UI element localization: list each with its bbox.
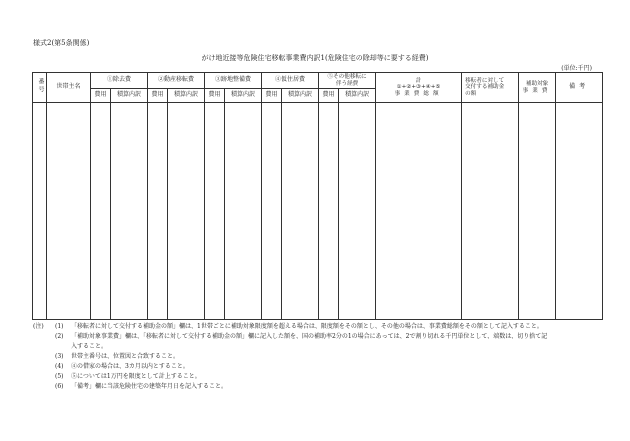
note-item [33, 352, 598, 362]
note-item [33, 382, 598, 392]
note-continuation: 入すること。 [71, 343, 108, 350]
header-subsidy-amount [462, 73, 519, 103]
header-total [376, 73, 462, 103]
subsidy-line1: 移転者に対して [465, 77, 505, 84]
cell-temporary-breakdown[interactable] [282, 103, 319, 320]
note-number: (4) [55, 363, 64, 370]
cell-temporary-cost[interactable] [262, 103, 282, 320]
header-head-name: 世帯主名 [47, 73, 91, 103]
cell-number[interactable] [33, 103, 47, 320]
header-movables-moving-cost: ②動産移転費 [148, 73, 205, 89]
subheader-breakdown: 積算内訳 [282, 89, 319, 103]
subheader-cost: 費用 [205, 89, 225, 103]
subheader-breakdown: 積算内訳 [168, 89, 205, 103]
total-project-cost-label: 事業費総額 [394, 90, 443, 97]
header-number: 番号 [33, 73, 47, 103]
cell-head-name[interactable] [47, 103, 91, 320]
note-number: (2) [55, 333, 64, 340]
note-text: ⑤については1万円を限度として計上すること。 [71, 373, 201, 380]
subsidy-line2: 交付する補助金 [465, 84, 505, 91]
table-body-row [33, 103, 603, 320]
note-number: (6) [55, 383, 64, 390]
cell-movables-cost[interactable] [148, 103, 168, 320]
cell-movables-breakdown[interactable] [168, 103, 205, 320]
header-subsidy-target-cost [519, 73, 556, 103]
header-temporary-housing-cost: ④仮住居費 [262, 73, 319, 89]
note-number: (5) [55, 373, 64, 380]
cell-total[interactable] [376, 103, 462, 320]
total-formula: ①+②+③+④+⑤ [396, 84, 441, 91]
subheader-cost: 費用 [262, 89, 282, 103]
header-other-moving-cost [319, 73, 376, 89]
note-text: 「移転者に対して交付する補助金の額」欄は、1世帯ごとに補助対象限度額を超える場合は、限度額をその額とし、その他の場合は、事業費総額をその額として記入すること。 [71, 323, 543, 330]
cell-site-breakdown[interactable] [225, 103, 262, 320]
cell-other-cost[interactable] [319, 103, 339, 320]
form-code: 様式2(第5条関係) [33, 39, 90, 47]
note-text: ④の借家の場合は、3カ月以内とすること。 [71, 363, 189, 370]
cell-site-cost[interactable] [205, 103, 225, 320]
note-text: 「補助対象事業費」欄は、「移転者に対して交付する補助金の額」欄に記入した額を、国の補助率2分の1の場合にあっては、2で割り切れる千円単位として、端数は、切り捨て記 [71, 333, 548, 340]
subheader-cost: 費用 [148, 89, 168, 103]
note-item [33, 322, 598, 332]
subheader-cost: 費用 [91, 89, 111, 103]
other-cost-line1: ⑤その他移転に [327, 74, 367, 81]
subheader-breakdown: 積算内訳 [225, 89, 262, 103]
target-line1: 補助対象 [525, 81, 549, 88]
unit-label: (単位:千円) [561, 65, 592, 72]
notes-section [33, 322, 598, 392]
cell-demolition-breakdown[interactable] [111, 103, 148, 320]
document-title: がけ地近接等危険住宅移転事業費内訳1(危険住宅の除却等に要する経費) [201, 54, 429, 62]
header-remarks: 備考 [556, 73, 603, 103]
note-item [33, 362, 598, 372]
note-number: (3) [55, 353, 64, 360]
note-text: 「備考」欄に当該危険住宅の建築年月日を記入すること。 [71, 383, 228, 390]
note-item [33, 372, 598, 382]
header-demolition-cost: ①除去費 [91, 73, 148, 89]
cell-other-breakdown[interactable] [339, 103, 376, 320]
subheader-cost: 費用 [319, 89, 339, 103]
target-line2: 事業費 [522, 87, 552, 94]
subsidy-line3: の額 [465, 90, 477, 97]
cell-demolition-cost[interactable] [91, 103, 111, 320]
subheader-breakdown: 積算内訳 [339, 89, 376, 103]
note-text: 世帯主番号は、位置図と合致すること。 [71, 353, 180, 360]
note-number: (1) [55, 323, 64, 330]
notes-label: (注) [33, 323, 44, 330]
cell-subsidy-amount[interactable] [462, 103, 519, 320]
total-label: 計 [415, 77, 422, 84]
other-cost-line2: 伴う経費 [335, 80, 359, 87]
cell-subsidy-target-cost[interactable] [519, 103, 556, 320]
note-item [33, 332, 598, 342]
cell-remarks[interactable] [556, 103, 603, 320]
cost-breakdown-table [32, 72, 603, 320]
header-site-maintenance-cost: ③跡地整備費 [205, 73, 262, 89]
subheader-breakdown: 積算内訳 [111, 89, 148, 103]
